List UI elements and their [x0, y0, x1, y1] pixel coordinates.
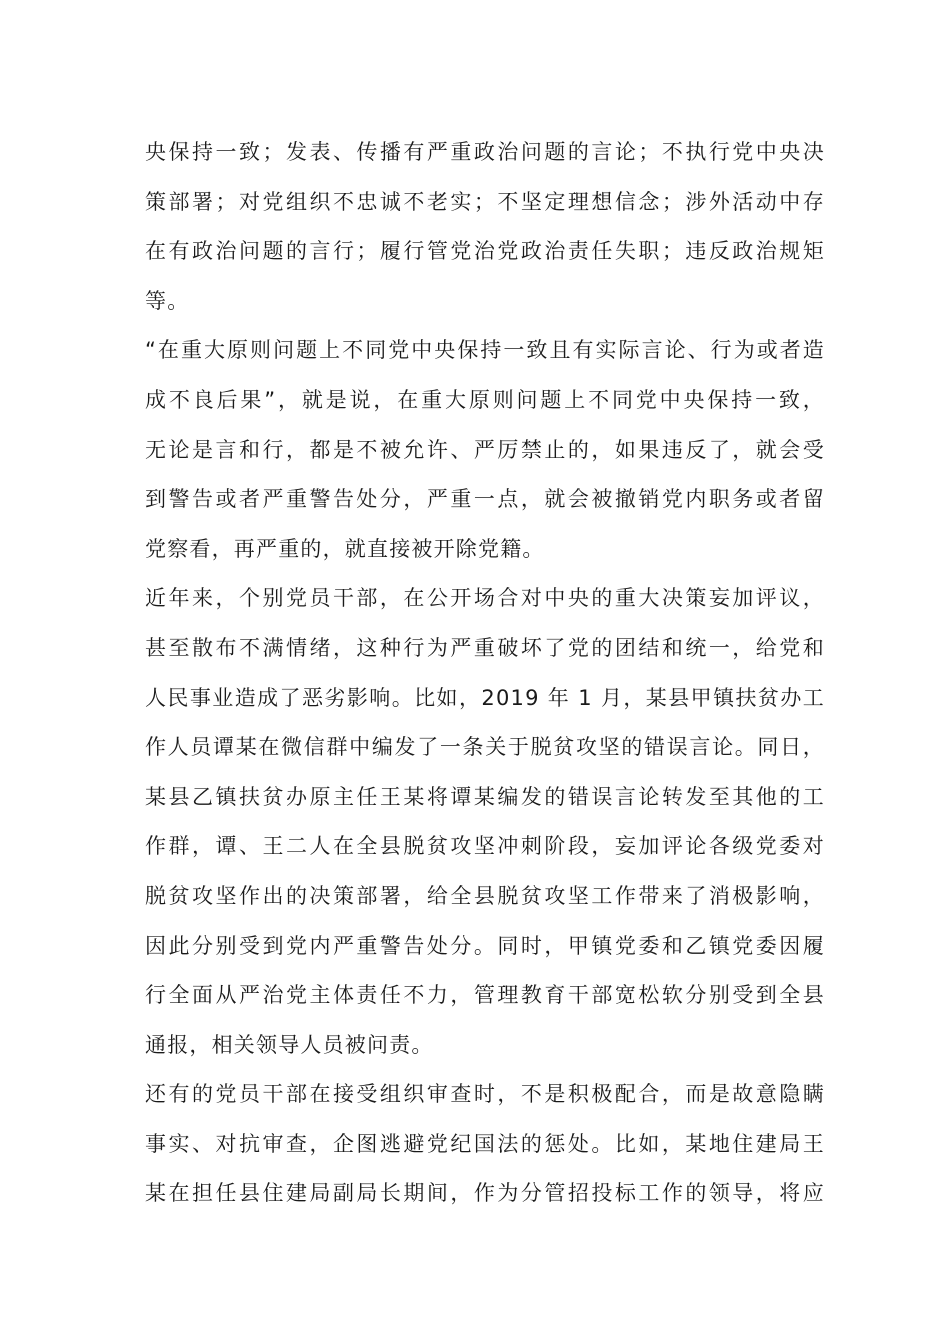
text-line: 央保持一致；发表、传播有严重政治问题的言论；不执行党中央决: [145, 140, 825, 164]
text-line: 作人员谭某在微信群中编发了一条关于脱贫攻坚的错误言论。同日，: [145, 735, 825, 760]
text-line: 某在担任县住建局副局长期间，作为分管招投标工作的领导，将应: [145, 1181, 825, 1206]
text-line: 还有的党员干部在接受组织审查时，不是积极配合，而是故意隐瞒: [145, 1082, 825, 1107]
text-line: 通报，相关领导人员被问责。: [145, 1032, 434, 1057]
paragraph-2: [145, 326, 825, 574]
document-body: [145, 128, 825, 1219]
text-line: 行全面从严治党主体责任不力，管理教育干部宽松软分别受到全县: [145, 983, 825, 1008]
text-line: 到警告或者严重警告处分，严重一点，就会被撤销党内职务或者留: [145, 487, 825, 512]
text-line: 在有政治问题的言行；履行管党治党政治责任失职；违反政治规矩: [145, 239, 825, 264]
text-line: 策部署；对党组织不忠诚不老实；不坚定理想信念；涉外活动中存: [145, 189, 825, 214]
text-line: 党察看，再严重的，就直接被开除党籍。: [145, 536, 545, 561]
text-line: 甚至散布不满情绪，这种行为严重破坏了党的团结和统一，给党和: [145, 635, 825, 660]
paragraph-1: [145, 128, 825, 326]
text-line: 等。: [145, 288, 190, 313]
text-line: 作群，谭、王二人在全县脱贫攻坚冲刺阶段，妄加评论各级党委对: [145, 834, 825, 859]
text-line: 因此分别受到党内严重警告处分。同时，甲镇党委和乙镇党委因履: [145, 933, 825, 958]
text-line: 某县乙镇扶贫办原主任王某将谭某编发的错误言论转发至其他的工: [145, 784, 825, 809]
text-line: 成不良后果”，就是说，在重大原则问题上不同党中央保持一致，: [145, 387, 825, 412]
text-line: 事实、对抗审查，企图逃避党纪国法的惩处。比如，某地住建局王: [145, 1131, 825, 1156]
text-line: 脱贫攻坚作出的决策部署，给全县脱贫攻坚工作带来了消极影响，: [145, 883, 825, 908]
text-line: “在重大原则问题上不同党中央保持一致且有实际言论、行为或者造: [145, 338, 825, 363]
paragraph-4: [145, 1070, 825, 1219]
text-line: 无论是言和行，都是不被允许、严厉禁止的，如果违反了，就会受: [145, 437, 825, 462]
paragraph-3: [145, 574, 825, 1070]
text-line: 近年来，个别党员干部，在公开场合对中央的重大决策妄加评议，: [145, 586, 825, 611]
text-line: 人民事业造成了恶劣影响。比如，2019 年 1 月，某县甲镇扶贫办工: [145, 685, 825, 710]
